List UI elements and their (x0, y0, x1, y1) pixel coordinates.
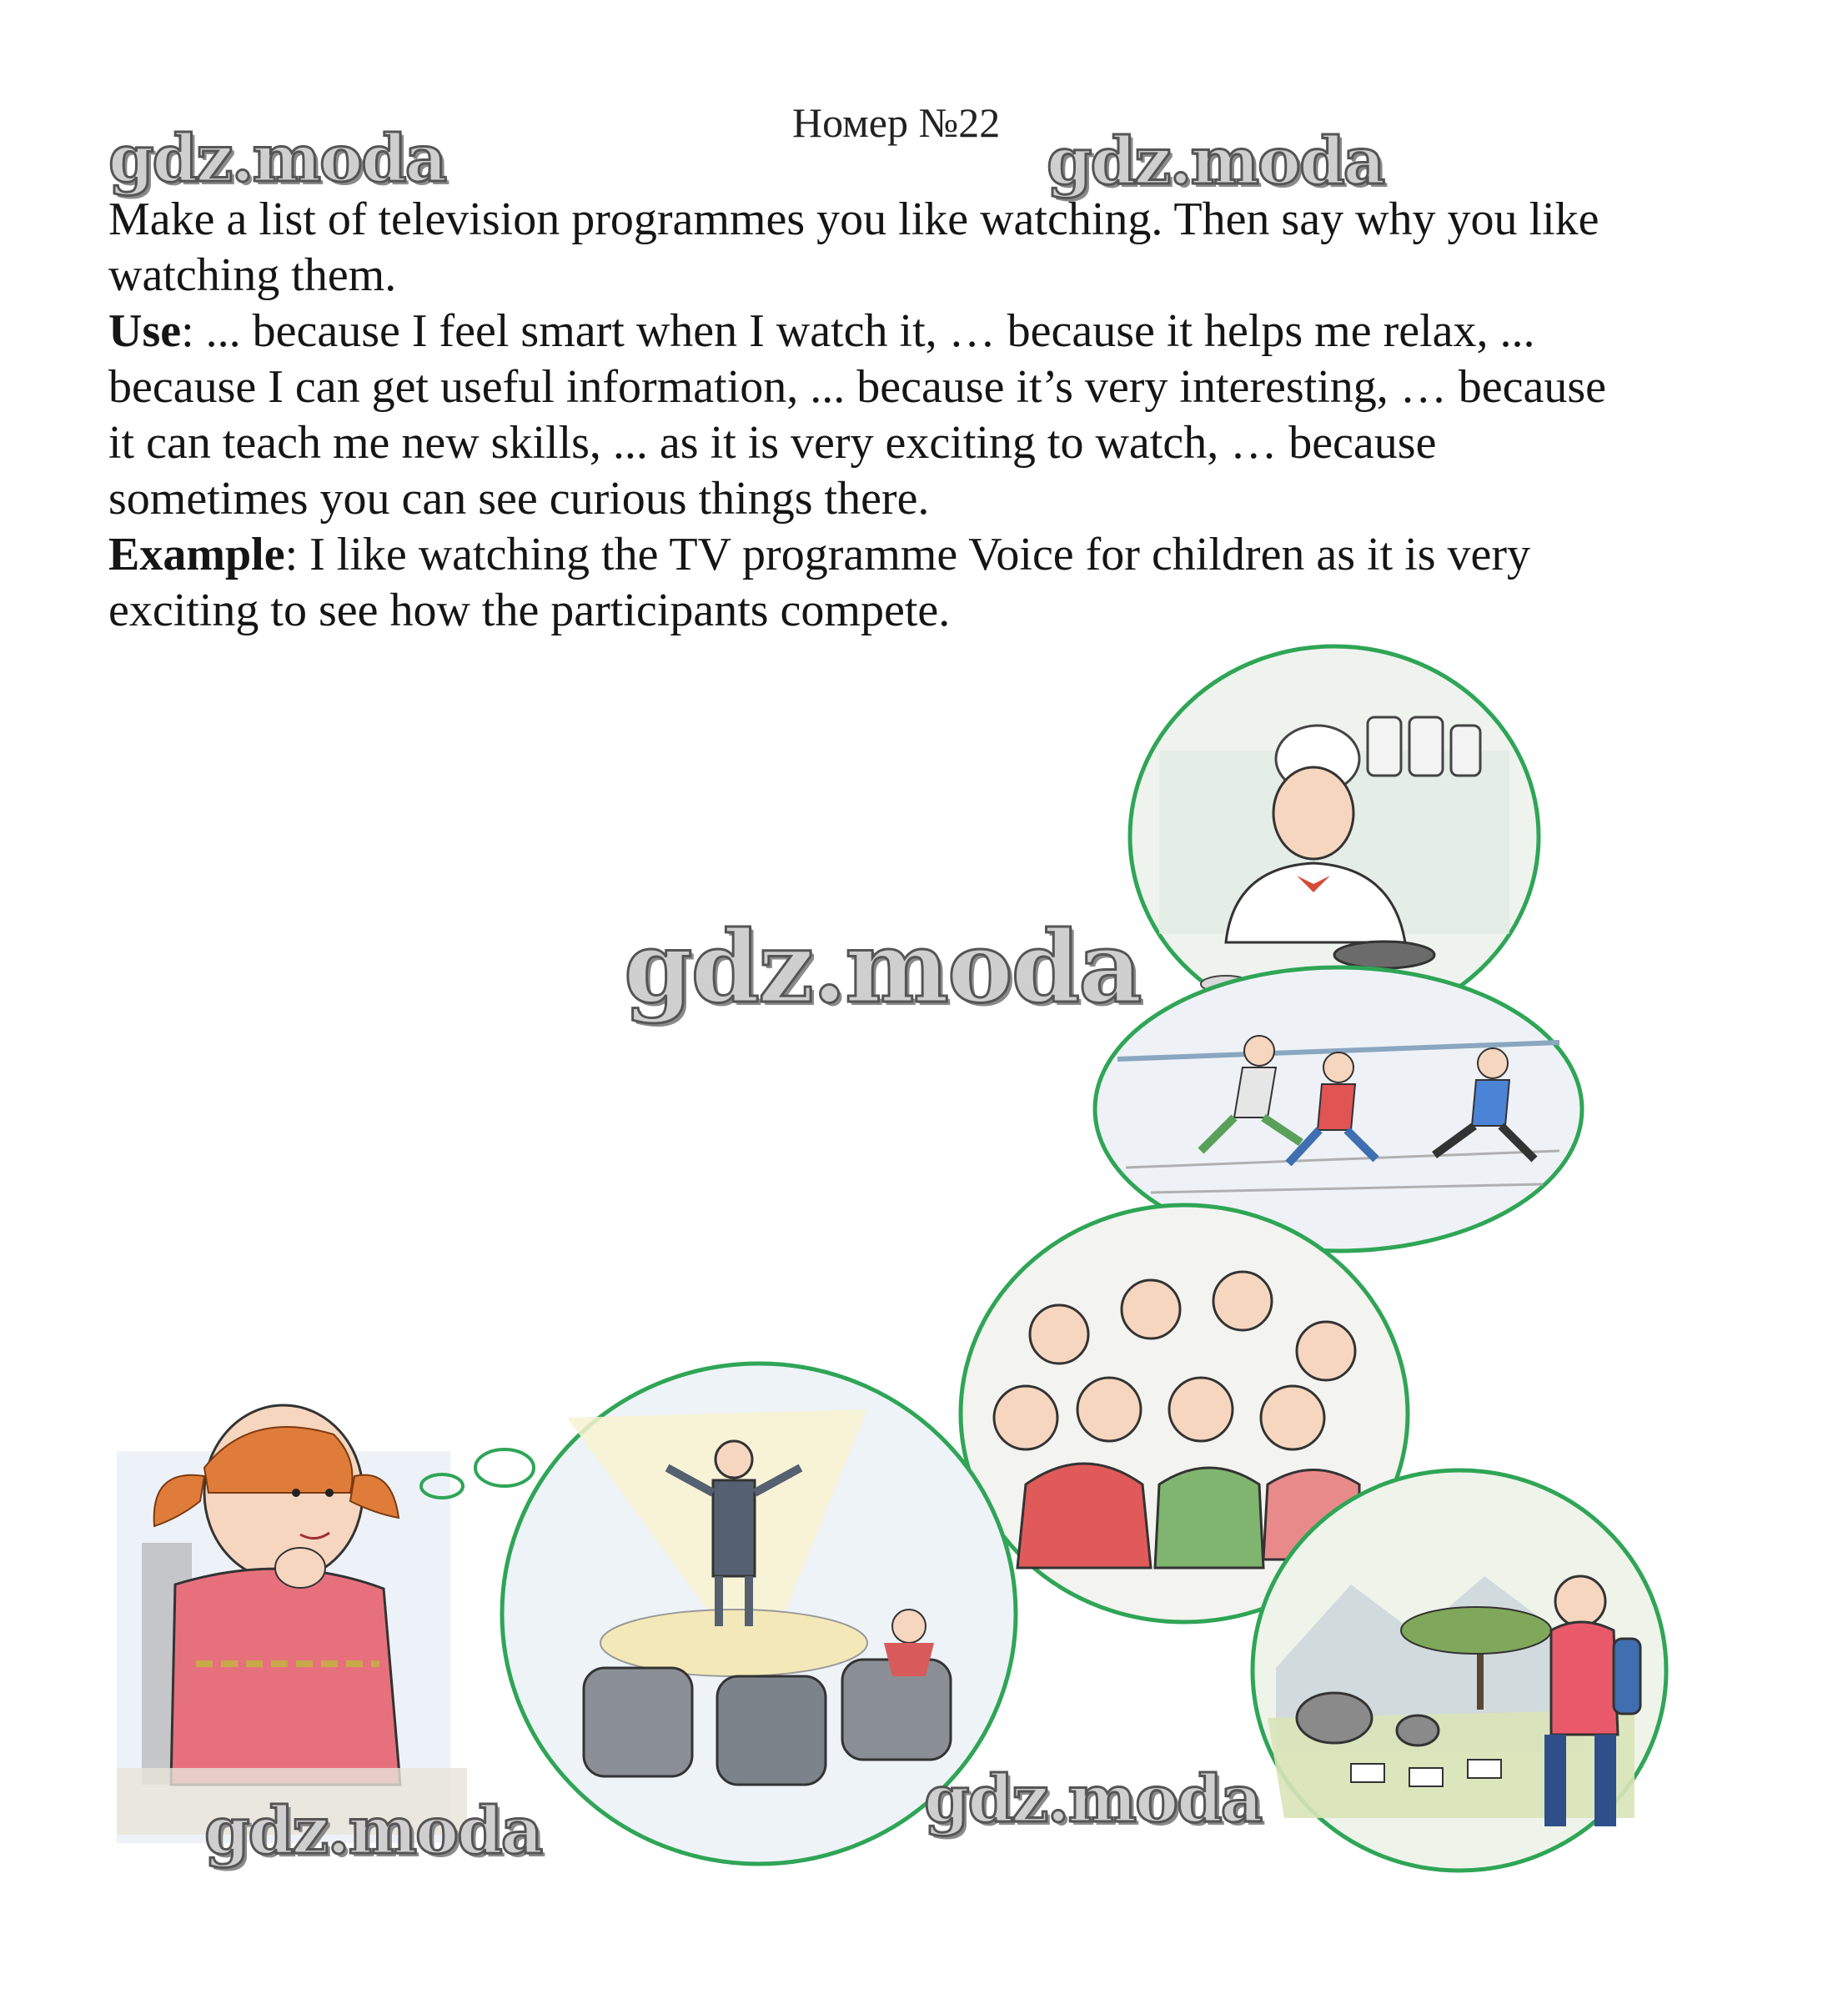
use-line: it can teach me new skills, ... as it is very exciting to watch, … because (108, 417, 1437, 469)
use-label: Use (108, 305, 182, 357)
use-line: because I can get useful information, ... because it’s very interesting, … because (108, 361, 1607, 413)
example-text: : I like watching the TV programme Voice for children as it is very (284, 529, 1531, 580)
watermark: gdz.moda (624, 909, 1141, 1025)
watermark: gdz.moda (1047, 123, 1384, 199)
use-text: : ... because I feel smart when I watch it, … because it helps me relax, ... (181, 305, 1535, 357)
thinking-girl (117, 1405, 467, 1843)
watermark: gdz.moda (204, 1793, 542, 1869)
instruction-line: watching them. (108, 249, 397, 301)
use-line: sometimes you can see curious things there. (108, 473, 930, 525)
instruction-line: Make a list of television programmes you like watching. Then say why you like (108, 193, 1599, 245)
example-line: exciting to see how the participants compete. (108, 585, 951, 636)
watermark: gdz.moda (924, 1761, 1262, 1837)
example-label: Example (108, 529, 285, 580)
thought-dot (475, 1449, 534, 1486)
bubble-safari (1253, 1470, 1666, 1871)
watermark: gdz.moda (108, 121, 446, 197)
page-title: Номер №22 (792, 99, 1001, 146)
